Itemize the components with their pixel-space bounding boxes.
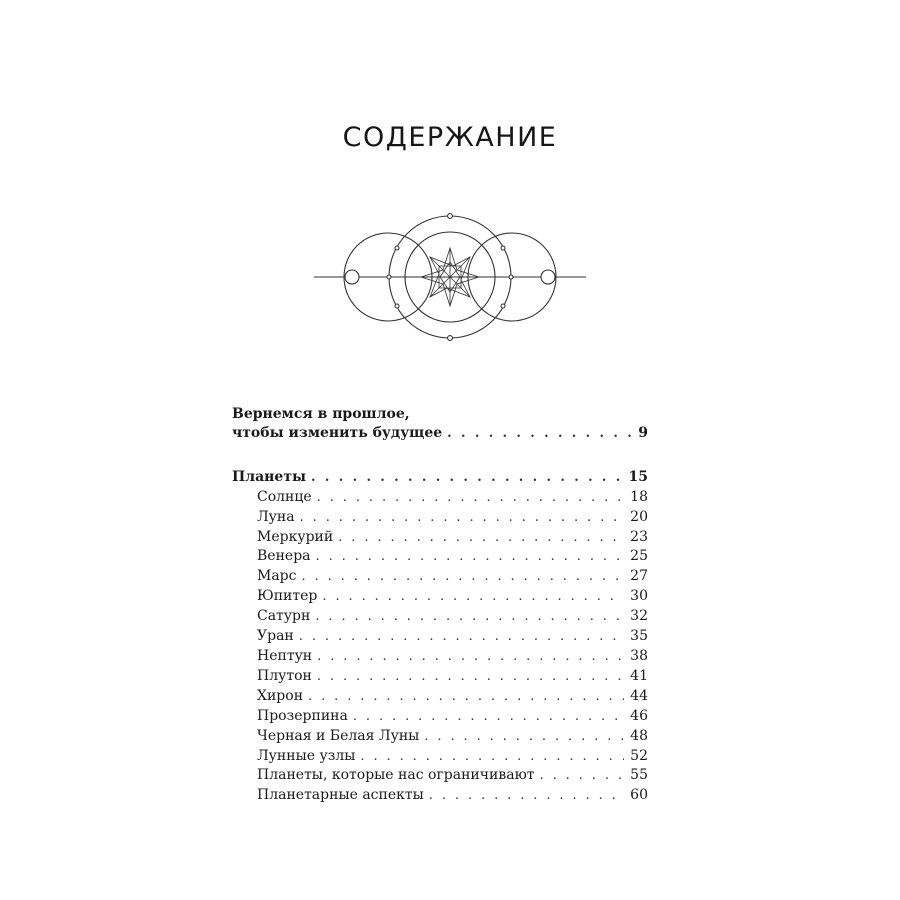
leader-dots <box>308 688 624 707</box>
leader-dots <box>429 787 624 806</box>
toc-intro-line1: Вернемся в прошлое, <box>232 406 410 422</box>
toc-item-label: Солнце <box>257 488 312 505</box>
toc-item-label: Планетарные аспекты <box>257 787 424 804</box>
toc-item[interactable] <box>232 727 648 747</box>
page-title: СОДЕРЖАНИЕ <box>342 122 558 153</box>
leader-dots <box>317 489 625 508</box>
leader-dots <box>316 548 625 567</box>
toc-item[interactable] <box>232 508 648 528</box>
toc-item-page: 38 <box>630 647 648 664</box>
table-of-contents <box>232 405 648 806</box>
leader-dots <box>424 728 624 747</box>
toc-item-page: 46 <box>630 707 648 724</box>
toc-item-label: Юпитер <box>257 588 318 605</box>
toc-item-page: 30 <box>630 588 648 605</box>
toc-item-label: Черная и Белая Луны <box>257 727 420 744</box>
toc-section-label: Планеты <box>232 468 307 485</box>
leader-dots <box>540 767 625 786</box>
leader-dots <box>315 608 624 627</box>
toc-item-label: Хирон <box>257 687 304 704</box>
toc-item-label: Сатурн <box>257 608 311 625</box>
toc-item[interactable] <box>232 567 648 587</box>
leader-dots <box>322 588 624 607</box>
toc-intro-entry[interactable] <box>232 424 648 444</box>
leader-dots <box>301 568 624 587</box>
toc-item[interactable] <box>232 747 648 767</box>
toc-item-label: Планеты, которые нас ограничивают <box>257 767 535 784</box>
toc-item[interactable] <box>232 587 648 607</box>
toc-item[interactable] <box>232 766 648 786</box>
leader-dots <box>300 509 625 528</box>
toc-item-page: 20 <box>630 508 648 525</box>
leader-dots <box>447 425 632 444</box>
toc-item-page: 27 <box>630 568 648 585</box>
toc-item[interactable] <box>232 488 648 508</box>
toc-item[interactable] <box>232 786 648 806</box>
astrological-emblem-icon <box>300 210 600 345</box>
leader-dots <box>360 748 624 767</box>
toc-section-planets[interactable] <box>232 468 648 488</box>
toc-item-page: 35 <box>630 628 648 645</box>
toc-item-label: Лунные узлы <box>257 747 356 764</box>
toc-item[interactable] <box>232 647 648 667</box>
toc-item-page: 48 <box>630 727 648 744</box>
toc-item-label: Меркурий <box>257 528 334 545</box>
toc-item-page: 52 <box>630 747 648 764</box>
toc-item-page: 55 <box>630 767 648 784</box>
toc-item-label: Венера <box>257 548 311 565</box>
toc-item-label: Плутон <box>257 667 312 684</box>
toc-item[interactable] <box>232 687 648 707</box>
toc-item[interactable] <box>232 627 648 647</box>
toc-item[interactable] <box>232 547 648 567</box>
toc-item-page: 23 <box>630 528 648 545</box>
toc-item[interactable] <box>232 707 648 727</box>
leader-dots <box>317 648 624 667</box>
toc-item-label: Прозерпина <box>257 707 348 724</box>
toc-item-label: Нептун <box>257 647 313 664</box>
toc-item[interactable] <box>232 667 648 687</box>
toc-item-label: Марс <box>257 568 297 585</box>
leader-dots <box>317 668 624 687</box>
toc-item-page: 25 <box>630 548 648 565</box>
toc-intro-page: 9 <box>638 424 648 441</box>
leader-dots <box>353 708 624 727</box>
toc-section-page: 15 <box>628 468 648 485</box>
toc-item-label: Луна <box>257 508 295 525</box>
toc-item-page: 44 <box>630 687 648 704</box>
toc-item[interactable] <box>232 607 648 627</box>
toc-item-page: 41 <box>630 667 648 684</box>
toc-item-label: Уран <box>257 628 294 645</box>
leader-dots <box>299 628 624 647</box>
toc-item-page: 32 <box>630 608 648 625</box>
toc-item[interactable] <box>232 528 648 548</box>
leader-dots <box>338 529 624 548</box>
leader-dots <box>311 469 622 488</box>
toc-item-page: 18 <box>630 488 648 505</box>
toc-item-page: 60 <box>630 787 648 804</box>
toc-intro-line2: чтобы изменить будущее <box>232 424 443 441</box>
